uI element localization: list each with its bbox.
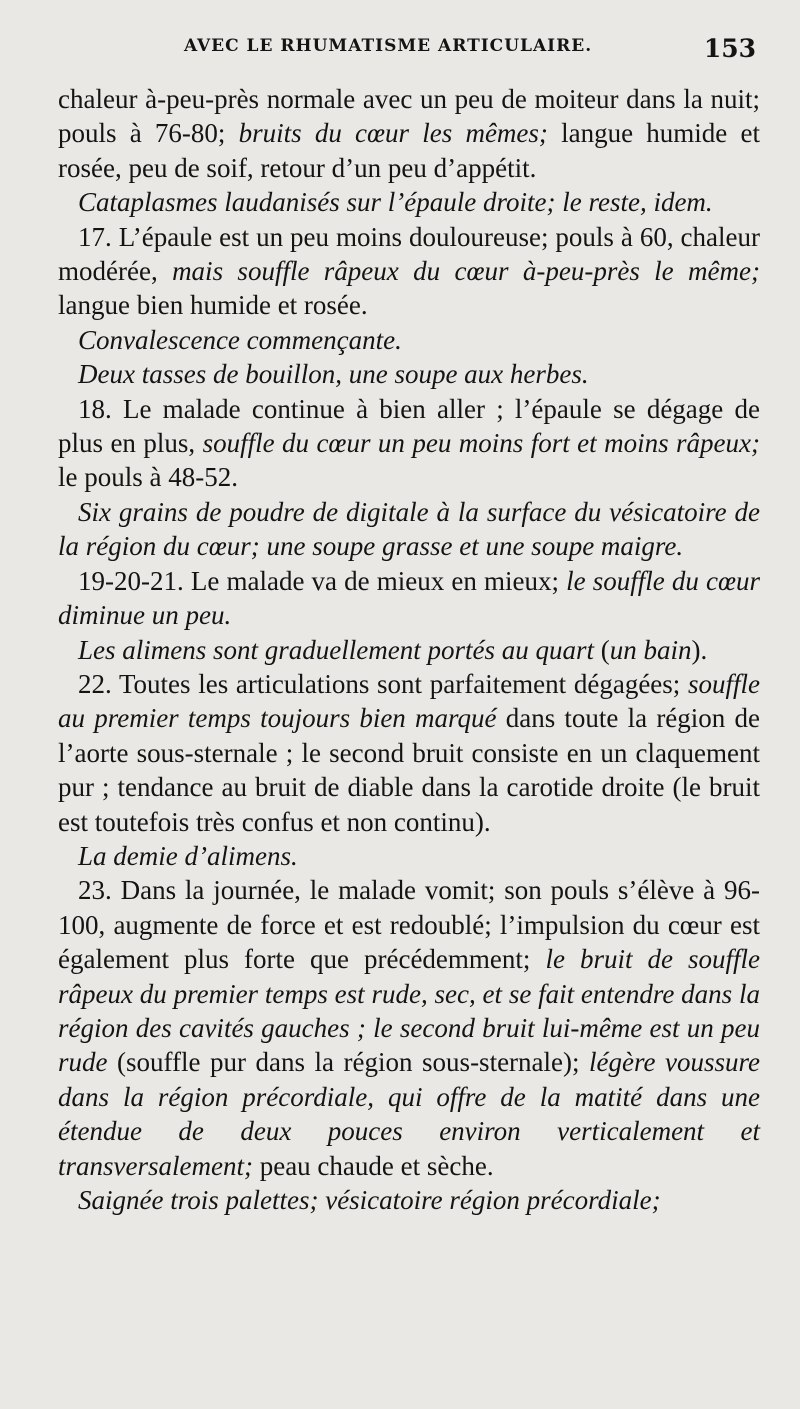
text-segment: peau chaude et sèche. [252,1150,494,1181]
paragraph-prescription [58,323,760,357]
paragraph-prescription [58,839,760,873]
paragraph-prescription [58,1183,760,1217]
text-segment: langue bien humide et rosée. [58,290,368,321]
text-segment: le pouls à 48-52. [58,462,238,493]
text-segment: La demie d’alimens. [78,840,298,871]
text-segment: 19-20-21. Le malade va de mieux en mieux; [78,565,567,596]
text-segment: ). [691,634,708,665]
text-segment: Six grains de poudre de digitale à la surface du vésicatoire de la région du cœur; une soupe grasse et une soupe maigre. [58,496,760,562]
paragraph-prescription [58,185,760,219]
paragraph-day-22 [58,667,760,839]
paragraph-prescription [58,495,760,564]
text-segment: Cataplasmes laudanisés sur l’épaule droite; le reste, idem. [78,187,713,218]
running-head: AVEC LE RHUMATISME ARTICULAIRE. [184,36,593,56]
text-segment: 22. Toutes les articulations sont parfaitement dégagées; [78,668,688,699]
text-segment: mais souffle râpeux du cœur à-peu-près le même; [172,256,760,287]
page-header [58,34,760,68]
text-segment: un bain [609,634,692,665]
text-segment: le souffle du cœur diminue un peu. [58,565,760,631]
paragraph-day-23 [58,873,760,1183]
text-segment: légère voussure dans la région précordiale, qui offre de la matité dans une étendue de deux pouces environ verticalement et transversalement; [58,1047,760,1181]
text-segment: bruits du cœur les mêmes; [238,118,548,149]
paragraph-day-18 [58,392,760,495]
text-segment: Deux tasses de bouillon, une soupe aux herbes. [78,359,589,390]
paragraph-prescription [58,357,760,391]
text-segment: langue humide et rosée, peu de soif, retour d’un peu d’appétit. [58,118,760,183]
text-segment: 18. Le malade continue à bien aller ; l’épaule se dégage de plus en plus, [58,393,760,459]
page-number: 153 [703,34,756,63]
text-segment: 23. Dans la journée, le malade vomit; son pouls s’élève à 96-100, augmente de force et est redoublé; l’impulsion du cœur est également plus forte que précédemment; [58,875,760,975]
text-segment: souffle au premier temps toujours bien marqué [58,668,760,734]
text-segment: Les alimens sont graduellement portés au quart [78,634,594,665]
text-segment: 17. L’épaule est un peu moins douloureuse; pouls à 60, chaleur modérée, [58,221,760,287]
text-segment: dans toute la région de l’aorte sous-sternale ; le second bruit consiste en un claquement pur ; tendance au bruit de diable dans la carotide droite (le bruit est toutefois très confus et non continu). [58,703,760,837]
text-segment: souffle du cœur un peu moins fort et moins râpeux; [202,428,760,459]
text-segment: Convalescence commençante. [78,324,402,355]
paragraph-prescription [58,633,760,667]
page-body [58,82,760,1217]
text-segment: Saignée trois palettes; vésicatoire région précordiale; [78,1185,661,1215]
text-segment: le bruit de souffle râpeux du premier temps est rude, sec, et se fait entendre dans la région des cavités gauches ; le second bruit lui-même est un peu rude [58,944,760,1078]
paragraph-days-19-21 [58,564,760,633]
text-segment: chaleur à-peu-près normale avec un peu de moiteur dans la nuit; pouls à 76-80; [58,84,760,149]
text-segment: (souffle pur dans la région sous-sternale); [107,1047,590,1078]
paragraph-continuation [58,82,760,185]
text-segment: ( [593,634,610,665]
paragraph-day-17 [58,220,760,323]
